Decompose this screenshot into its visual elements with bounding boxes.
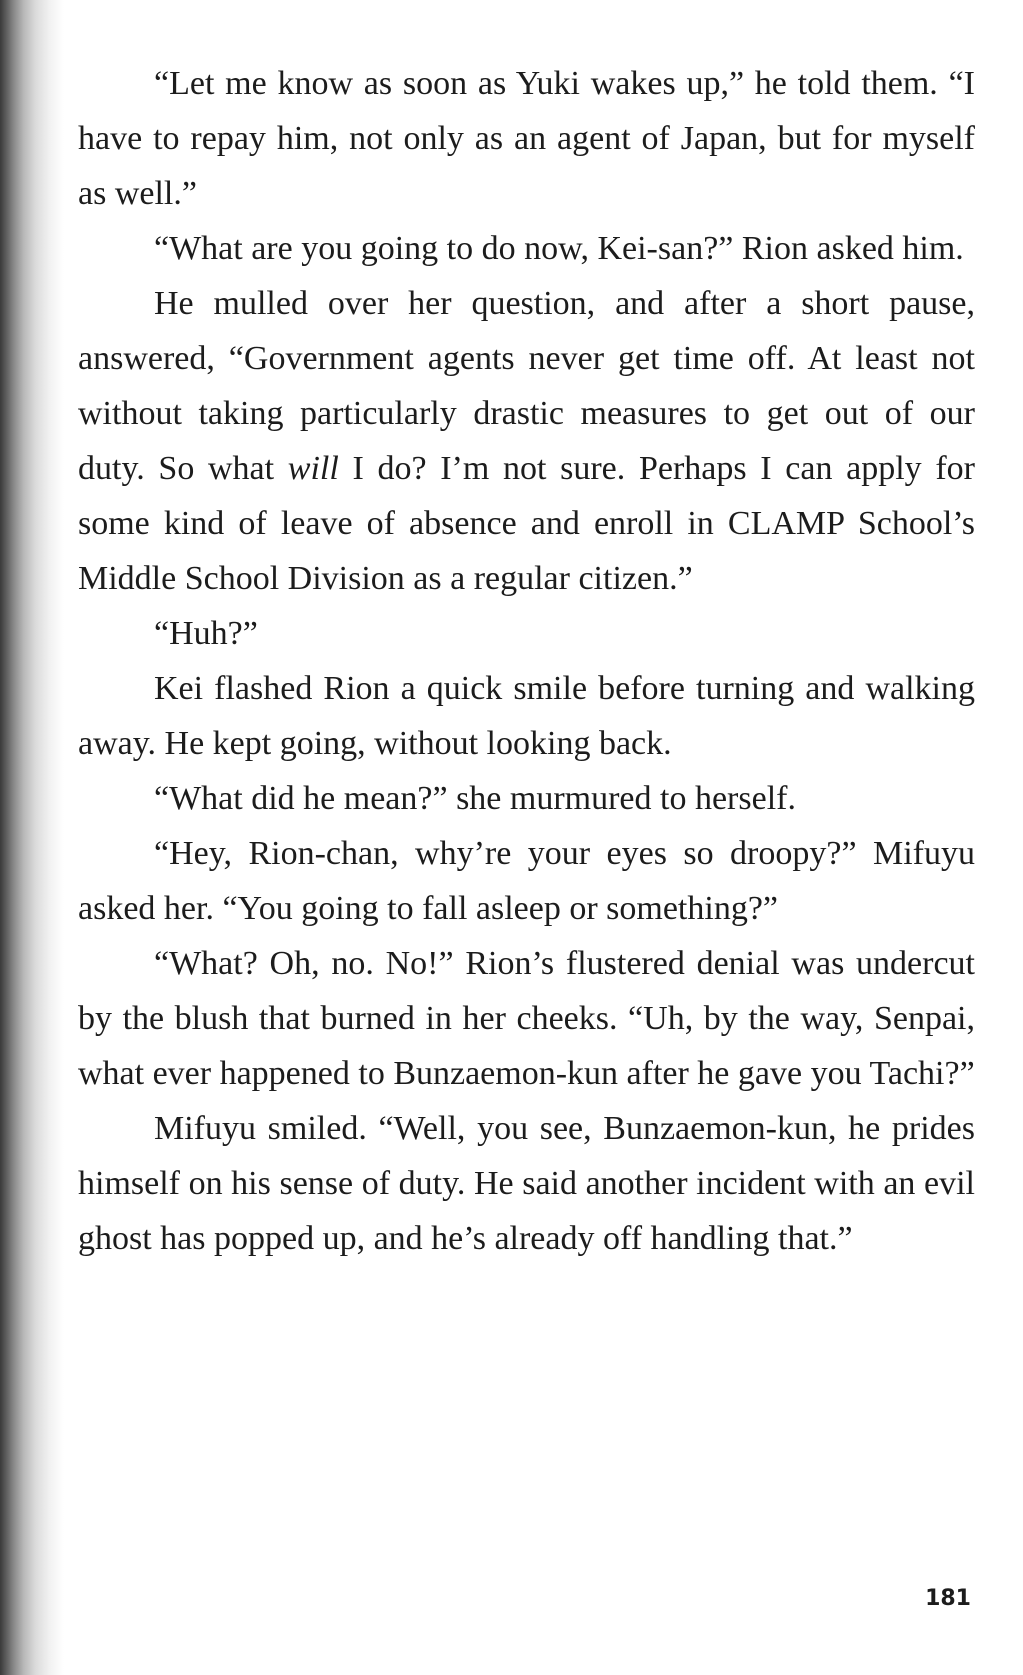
paragraph-3: [78, 276, 975, 606]
paragraph-3-text-after: I do? I’m not sure. Perhaps I can apply for some kind of leave of absence and enroll in CLAMP School’s Middle School Division as a regular citizen.”: [78, 450, 975, 597]
book-page-text: [78, 56, 975, 1266]
paragraph-1-text: “Let me know as soon as Yuki wakes up,” he told them. “I have to repay him, not only as an agent of Japan, but for myself as well.”: [78, 65, 975, 212]
paragraph-6-text: “What did he mean?” she murmured to herself.: [154, 780, 796, 817]
paragraph-7: [78, 826, 975, 936]
paragraph-7-text: “Hey, Rion-chan, why’re your eyes so droopy?” Mifuyu asked her. “You going to fall asleep or something?”: [78, 835, 975, 927]
paragraph-5-text: Kei flashed Rion a quick smile before turning and walking away. He kept going, without looking back.: [78, 670, 975, 762]
paragraph-9-text: Mifuyu smiled. “Well, you see, Bunzaemon-kun, he prides himself on his sense of duty. He said another incident with an evil ghost has popped up, and he’s already off handling that.”: [78, 1110, 975, 1257]
paragraph-1: [78, 56, 975, 221]
paragraph-4: [78, 606, 975, 661]
paragraph-2: [78, 221, 975, 276]
paragraph-4-text: “Huh?”: [154, 615, 258, 652]
paragraph-5: [78, 661, 975, 771]
paragraph-9: [78, 1101, 975, 1266]
paragraph-2-text: “What are you going to do now, Kei-san?” Rion asked him.: [154, 230, 964, 267]
paragraph-3-text-before: He mulled over her question, and after a short pause, answered, “Government agents never get time off. At least not without taking particularly drastic measures to get out of our duty. So what: [78, 285, 975, 487]
page-number: 181: [925, 1586, 971, 1611]
paragraph-8: [78, 936, 975, 1101]
paragraph-6: [78, 771, 975, 826]
paragraph-3-emphasis: will: [287, 450, 339, 487]
paragraph-8-text: “What? Oh, no. No!” Rion’s flustered denial was undercut by the blush that burned in her cheeks. “Uh, by the way, Senpai, what ever happened to Bunzaemon-kun after he gave you Tachi?”: [78, 945, 975, 1092]
page-gutter-shadow: [0, 0, 64, 1675]
